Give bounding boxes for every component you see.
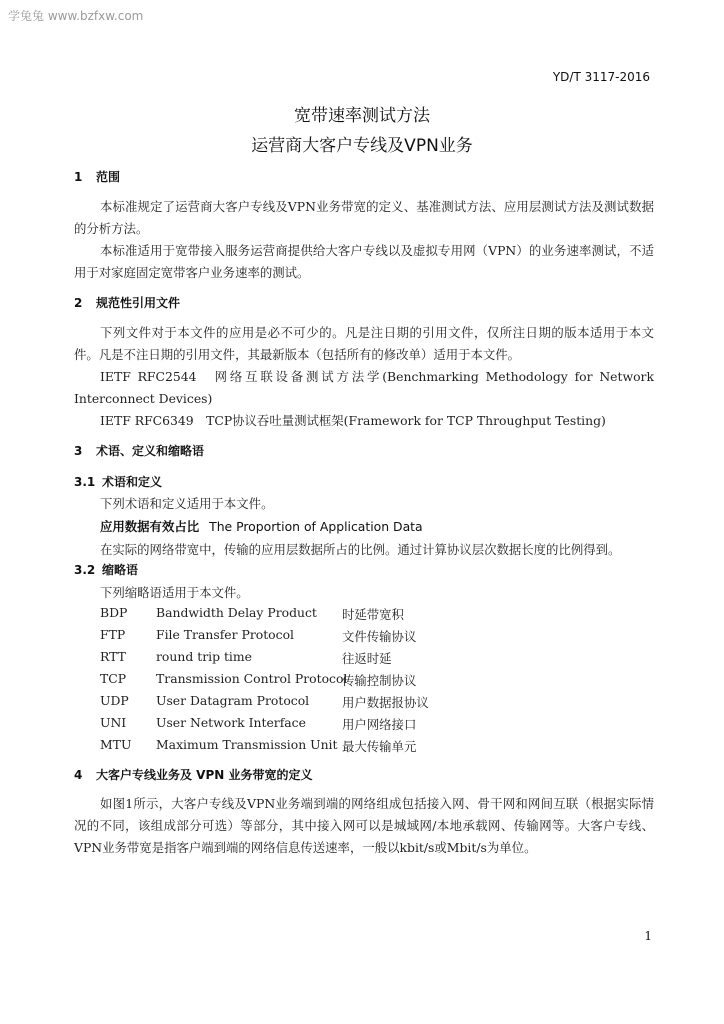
section-4-paragraph-1: 如图1所示，大客户专线及VPN业务端到端的网络组成包括接入网、骨干网和网间互联（根据实际情况的不同，该组成部分可选）等部分，其中接入网可以是城域网/本地承载网、传输网等。大客户专线、VPN业务带宽是指客户端到端的网络信息传送速率，一般以kbit/s或Mbit/s为单位。: [74, 796, 654, 855]
abbreviation: UDP: [100, 693, 129, 708]
document-title-line2: 运营商大客户专线及VPN业务: [251, 136, 473, 156]
section-2-paragraph-1: 下列文件对于本文件的应用是必不可少的。凡是注日期的引用文件，仅所注日期的版本适用于本文件。凡是不注日期的引用文件，其最新版本（包括所有的修改单）适用于本文件。: [74, 325, 654, 362]
abbreviation-chinese: 往返时延: [342, 651, 392, 666]
term-chinese: 应用数据有效占比: [100, 519, 200, 534]
section-1-heading: [74, 168, 120, 185]
abbreviation-chinese: 文件传输协议: [342, 629, 417, 644]
abbreviation-chinese: 用户网络接口: [342, 717, 417, 732]
abbreviation: UNI: [100, 715, 127, 730]
watermark: 学兔兔 www.bzfxw.com: [8, 9, 144, 23]
term-english: The Proportion of Application Data: [209, 519, 423, 534]
section-2-heading: [74, 294, 180, 311]
abbreviation-english: Maximum Transmission Unit: [156, 737, 338, 752]
abbreviation-english: Bandwidth Delay Product: [156, 605, 317, 620]
abbreviation-chinese: 用户数据报协议: [342, 695, 429, 710]
term-heading: [100, 517, 423, 535]
abbreviations-intro: 下列缩略语适用于本文件。: [100, 585, 249, 600]
abbreviation-chinese: 最大传输单元: [342, 739, 417, 754]
abbreviation-english: File Transfer Protocol: [156, 627, 295, 642]
section-number: 1: [74, 170, 83, 184]
abbreviation-english: User Network Interface: [156, 715, 306, 730]
abbreviation: TCP: [100, 671, 127, 686]
abbreviation: BDP: [100, 605, 128, 620]
subsection-3-1-heading: [74, 473, 162, 490]
abbreviation-chinese: 传输控制协议: [342, 673, 417, 688]
abbreviation: MTU: [100, 737, 132, 752]
subsection-number: 3.2: [74, 563, 96, 577]
section-number: 2: [74, 296, 83, 310]
section-1-paragraph-2: 本标准适用于宽带接入服务运营商提供给大客户专线以及虚拟专用网（VPN）的业务速率测试，不适用于对家庭固定宽带客户业务速率的测试。: [74, 243, 654, 280]
abbreviation: RTT: [100, 649, 126, 664]
section-number: 3: [74, 444, 83, 458]
section-title: 大客户专线业务及 VPN 业务带宽的定义: [96, 768, 313, 782]
subsection-3-2-heading: [74, 561, 138, 578]
abbreviation: FTP: [100, 627, 126, 642]
document-title-line1: 宽带速率测试方法: [294, 106, 430, 126]
reference-rfc2544: IETF RFC2544 网络互联设备测试方法学(Benchmarking Methodology for Network Interconnect Devices): [74, 369, 654, 406]
abbreviation-english: Transmission Control Protocol: [156, 671, 348, 686]
abbreviation-english: round trip time: [156, 649, 252, 664]
standard-code: YD/T 3117-2016: [552, 70, 650, 84]
reference-rfc6349: IETF RFC6349 TCP协议吞吐量测试框架(Framework for TCP Throughput Testing): [100, 413, 606, 428]
section-title: 范围: [96, 170, 121, 184]
subsection-title: 缩略语: [102, 563, 139, 577]
term-definition: 在实际的网络带宽中，传输的应用层数据所占的比例。通过计算协议层次数据长度的比例得到。: [100, 542, 621, 557]
section-title: 术语、定义和缩略语: [96, 444, 205, 458]
subsection-title: 术语和定义: [102, 475, 163, 489]
page-number: 1: [644, 929, 652, 943]
abbreviation-english: User Datagram Protocol: [156, 693, 310, 708]
section-4-heading: [74, 766, 312, 783]
section-1-paragraph-1: 本标准规定了运营商大客户专线及VPN业务带宽的定义、基准测试方法、应用层测试方法及测试数据的分析方法。: [74, 199, 654, 236]
abbreviation-chinese: 时延带宽积: [342, 607, 404, 622]
section-3-heading: [74, 442, 204, 459]
section-title: 规范性引用文件: [96, 296, 181, 310]
terms-intro: 下列术语和定义适用于本文件。: [100, 496, 274, 511]
subsection-number: 3.1: [74, 475, 96, 489]
section-number: 4: [74, 768, 83, 782]
